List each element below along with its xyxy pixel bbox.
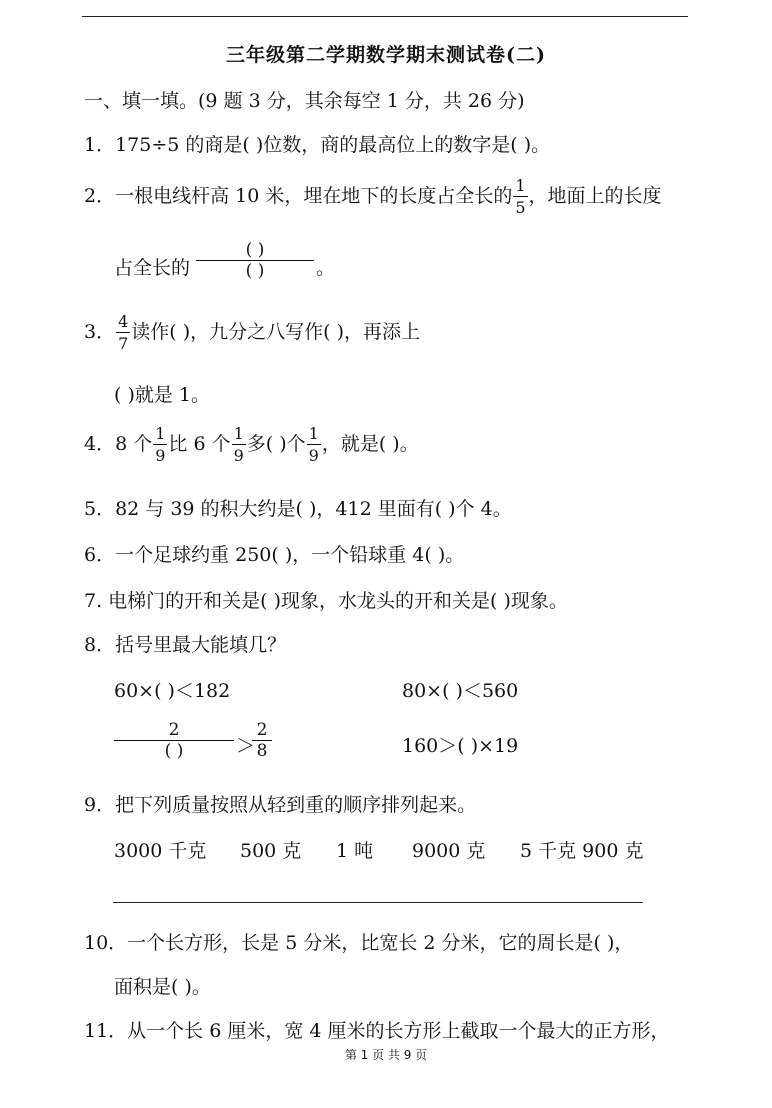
question-7: 7. 电梯门的开和关是( )现象，水龙头的开和关是( )现象。: [84, 590, 568, 612]
q3-frac-den: 7: [118, 334, 129, 353]
q2-fraction: [513, 178, 527, 216]
q8-e3-right-den: 8: [256, 741, 268, 761]
q8-e3-right-num: 2: [256, 720, 268, 740]
page-footer: 第 1 页 共 9 页: [344, 1048, 428, 1062]
q9-item: 3000 千克: [114, 840, 207, 862]
question-10-line1: 10．一个长方形，长是 5 分米，比宽长 2 分米，它的周长是( )，: [84, 932, 634, 954]
q9-item: 9000 克: [412, 840, 486, 862]
top-rule: [82, 16, 688, 17]
q8-expression-1: 60×( )＜182: [114, 680, 231, 702]
question-4: [84, 426, 419, 464]
q4-f3-den: 9: [308, 446, 319, 465]
q2-frac-num: 1: [515, 176, 526, 195]
q8-greater-than: ＞: [236, 735, 256, 757]
q2-blank-fraction: [196, 240, 314, 281]
q4-text-e: ，就是( )。: [321, 433, 419, 455]
q2-text-a: 2．一根电线杆高 10 米，埋在地下的长度占全长的: [84, 185, 513, 207]
section-heading: 一、填一填。(9 题 3 分，其余每空 1 分，共 26 分): [84, 90, 525, 112]
q3-fraction: [116, 314, 130, 352]
question-2-line2-label: 占全长的: [114, 257, 191, 279]
q3-number: 3．: [84, 321, 116, 343]
q2-period: 。: [316, 257, 336, 279]
question-2-line1: [84, 178, 662, 216]
q4-f2-num: 1: [233, 424, 244, 443]
q8-expression-2: 80×( )＜560: [402, 680, 519, 702]
q2-blank-den[interactable]: ( ): [245, 261, 265, 281]
question-10-line2: 面积是( )。: [114, 976, 211, 998]
question-5: 5．82 与 39 的积大约是( )，412 里面有( )个 4。: [84, 498, 512, 520]
q4-f3-num: 1: [308, 424, 319, 443]
q3-frac-num: 4: [118, 312, 129, 331]
question-8-stem: 8．括号里最大能填几？: [84, 634, 287, 656]
q4-f2-den: 9: [233, 446, 244, 465]
q2-frac-den: 5: [515, 198, 526, 217]
q4-fraction-1: [153, 426, 167, 464]
q4-fraction-3: [307, 426, 321, 464]
q4-text-a: 4．8 个: [84, 433, 153, 455]
question-3-line1: [84, 314, 420, 352]
question-9-stem: 9．把下列质量按照从轻到重的顺序排列起来。: [84, 794, 477, 816]
q9-answer-line[interactable]: [113, 902, 643, 903]
question-6: 6．一个足球约重 250( )，一个铅球重 4( )。: [84, 544, 465, 566]
q2-blank-num[interactable]: ( ): [245, 240, 265, 260]
question-11: 11．从一个长 6 厘米，宽 4 厘米的长方形上截取一个最大的正方形，: [84, 1020, 670, 1042]
q8-right-fraction: [252, 720, 272, 761]
page-title: 三年级第二学期数学期末测试卷(二): [226, 44, 546, 66]
q4-f1-den: 9: [155, 446, 166, 465]
q2-text-b: ，地面上的长度: [528, 185, 662, 207]
q4-text-b: 比 6 个: [168, 433, 231, 455]
q4-text-c: 多( )个: [246, 433, 306, 455]
q9-item: 5 千克 900 克: [520, 840, 644, 862]
q8-blank-fraction: [114, 720, 234, 761]
q9-item: 500 克: [240, 840, 302, 862]
q8-expression-4: 160＞( )×19: [402, 735, 519, 757]
q4-fraction-2: [232, 426, 246, 464]
q8-e3-den[interactable]: ( ): [164, 741, 184, 761]
question-3-line2: ( )就是 1。: [114, 384, 210, 406]
q9-item: 1 吨: [336, 840, 374, 862]
q4-f1-num: 1: [155, 424, 166, 443]
q3-text: 读作( )，九分之八写作( )，再添上: [131, 321, 421, 343]
question-1: 1．175÷5 的商是( )位数，商的最高位上的数字是( )。: [84, 134, 551, 156]
q8-e3-num: 2: [168, 720, 180, 740]
